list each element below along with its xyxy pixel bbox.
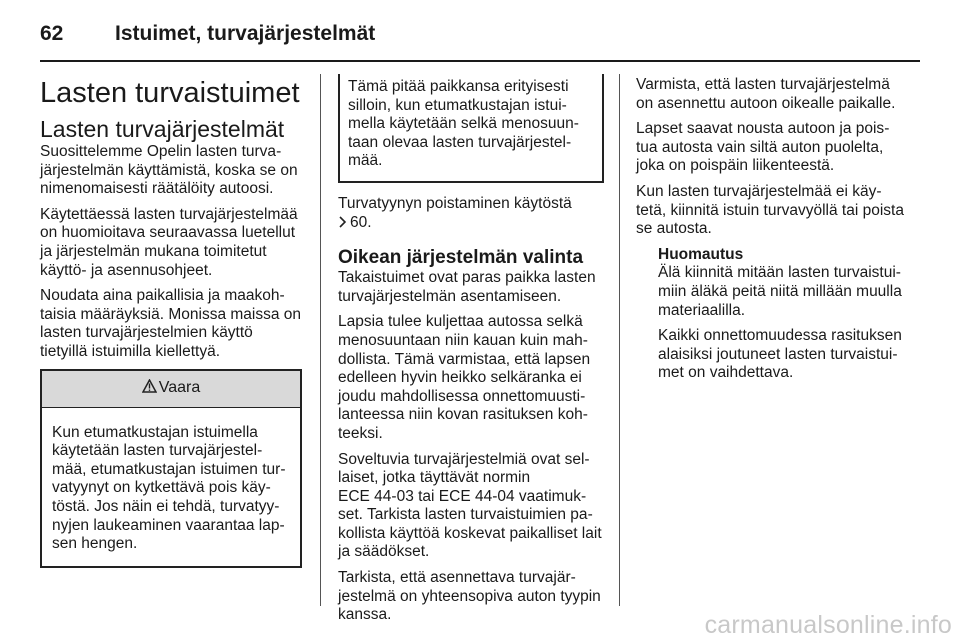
column-2	[338, 74, 604, 632]
standard-intro: Soveltuvia turvajärjestelmiä ovat sellaiset, jotka täyttävät normin	[338, 450, 590, 487]
page-reference-arrow-icon	[338, 215, 347, 234]
warning-box	[40, 369, 302, 568]
paragraph: Varmista, että lasten turvajärjestelmä on asennettu autoon oikealle paikalle.	[636, 76, 896, 112]
note-block	[636, 246, 904, 383]
paragraph: Noudata aina paikallisia ja maakohtaisia määräyksiä. Monissa maissa on lasten turvajärjestelmien käyttö tietyillä istuimilla kiellettyä.	[40, 287, 302, 360]
warning-triangle-icon	[142, 379, 157, 399]
page-header	[40, 10, 920, 58]
standard-text: ECE 44-03 tai ECE 44-04 vaatimukset. Tarkista lasten turvaistuimien pakollista käyttöä koskevat paikalliset lait ja säädökset.	[338, 487, 602, 561]
column-3	[636, 76, 904, 390]
continued-warning-box: Tämä pitää paikkansa erityisesti silloin, kun etumatkustajan istuimella käytetään selkä menosuuntaan olevaa lasten turvajärjestelmää.	[338, 74, 604, 183]
paragraph: Kun lasten turvajärjestelmää ei käytetä, kiinnitä istuin turvavyöllä tai poista se autosta.	[636, 182, 904, 238]
paragraph: Tarkista, että asennettava turvajärjestelmä on yhteensopiva auton tyypin kanssa.	[338, 569, 601, 624]
paragraph	[338, 195, 604, 233]
watermark: carmanualsonline.info	[704, 611, 952, 639]
warning-box-header	[42, 371, 300, 408]
page-number: 62	[40, 22, 64, 45]
paragraph	[338, 451, 604, 563]
warning-heading: Vaara	[158, 379, 201, 397]
paragraph: Käytettäessä lasten turvajärjestelmää on huomioitava seuraavassa luetellut ja järjestelmän mukana toimitetut käyttö- ja asennusohjeet.	[40, 205, 298, 279]
header-rule	[40, 60, 920, 62]
section-title: Lasten turvajärjestelmät	[40, 116, 285, 142]
page-reference: 60.	[350, 213, 372, 231]
warning-box-body: Kun etumatkustajan istuimella käytetään lasten turvajärjestelmää, etumatkustajan istuimen turvatyynyt on kytkettävä pois käytöstä. Jos näin ei tehdä, turvatyynyjen laukeaminen vaarantaa lapsen hengen.	[52, 423, 286, 553]
paragraph: Suosittelemme Opelin lasten turvajärjestelmän käyttämistä, koska se on nimenomaisesti räätälöity autoosi.	[40, 143, 298, 198]
paragraph: Lapset saavat nousta autoon ja poistua autosta vain siltä auton puolelta, joka on poispäin liikenteestä.	[636, 120, 890, 175]
column-1	[40, 76, 302, 568]
note-title: Huomautus	[658, 245, 744, 263]
subsection-title: Oikean järjestelmän valinta	[338, 247, 584, 269]
column-divider-2	[619, 74, 620, 606]
paragraph: Takaistuimet ovat paras paikka lasten turvajärjestelmän asentamiseen.	[338, 269, 596, 305]
note-paragraph: Älä kiinnitä mitään lasten turvaistuimiin äläkä peitä niitä millään muulla materiaalilla.	[658, 264, 902, 319]
airbag-disable-text: Turvatyynyn poistaminen käytöstä	[338, 194, 572, 212]
note-paragraph: Kaikki onnettomuudessa rasituksen alaisiksi joutuneet lasten turvaistuimet on vaihdettava.	[658, 327, 902, 382]
chapter-title: Lasten turvaistuimet	[40, 77, 300, 109]
header-title: Istuimet, turvajärjestelmät	[115, 22, 376, 45]
paragraph: Lapsia tulee kuljettaa autossa selkä menosuuntaan niin kauan kuin mahdollista. Tämä varmistaa, että lapsen edelleen hyvin heikko selkäranka ei joudu mahdollisessa onnettomuustilanteessa niin kovan rasituksen kohteeksi.	[338, 313, 591, 442]
column-divider-1	[320, 74, 321, 606]
